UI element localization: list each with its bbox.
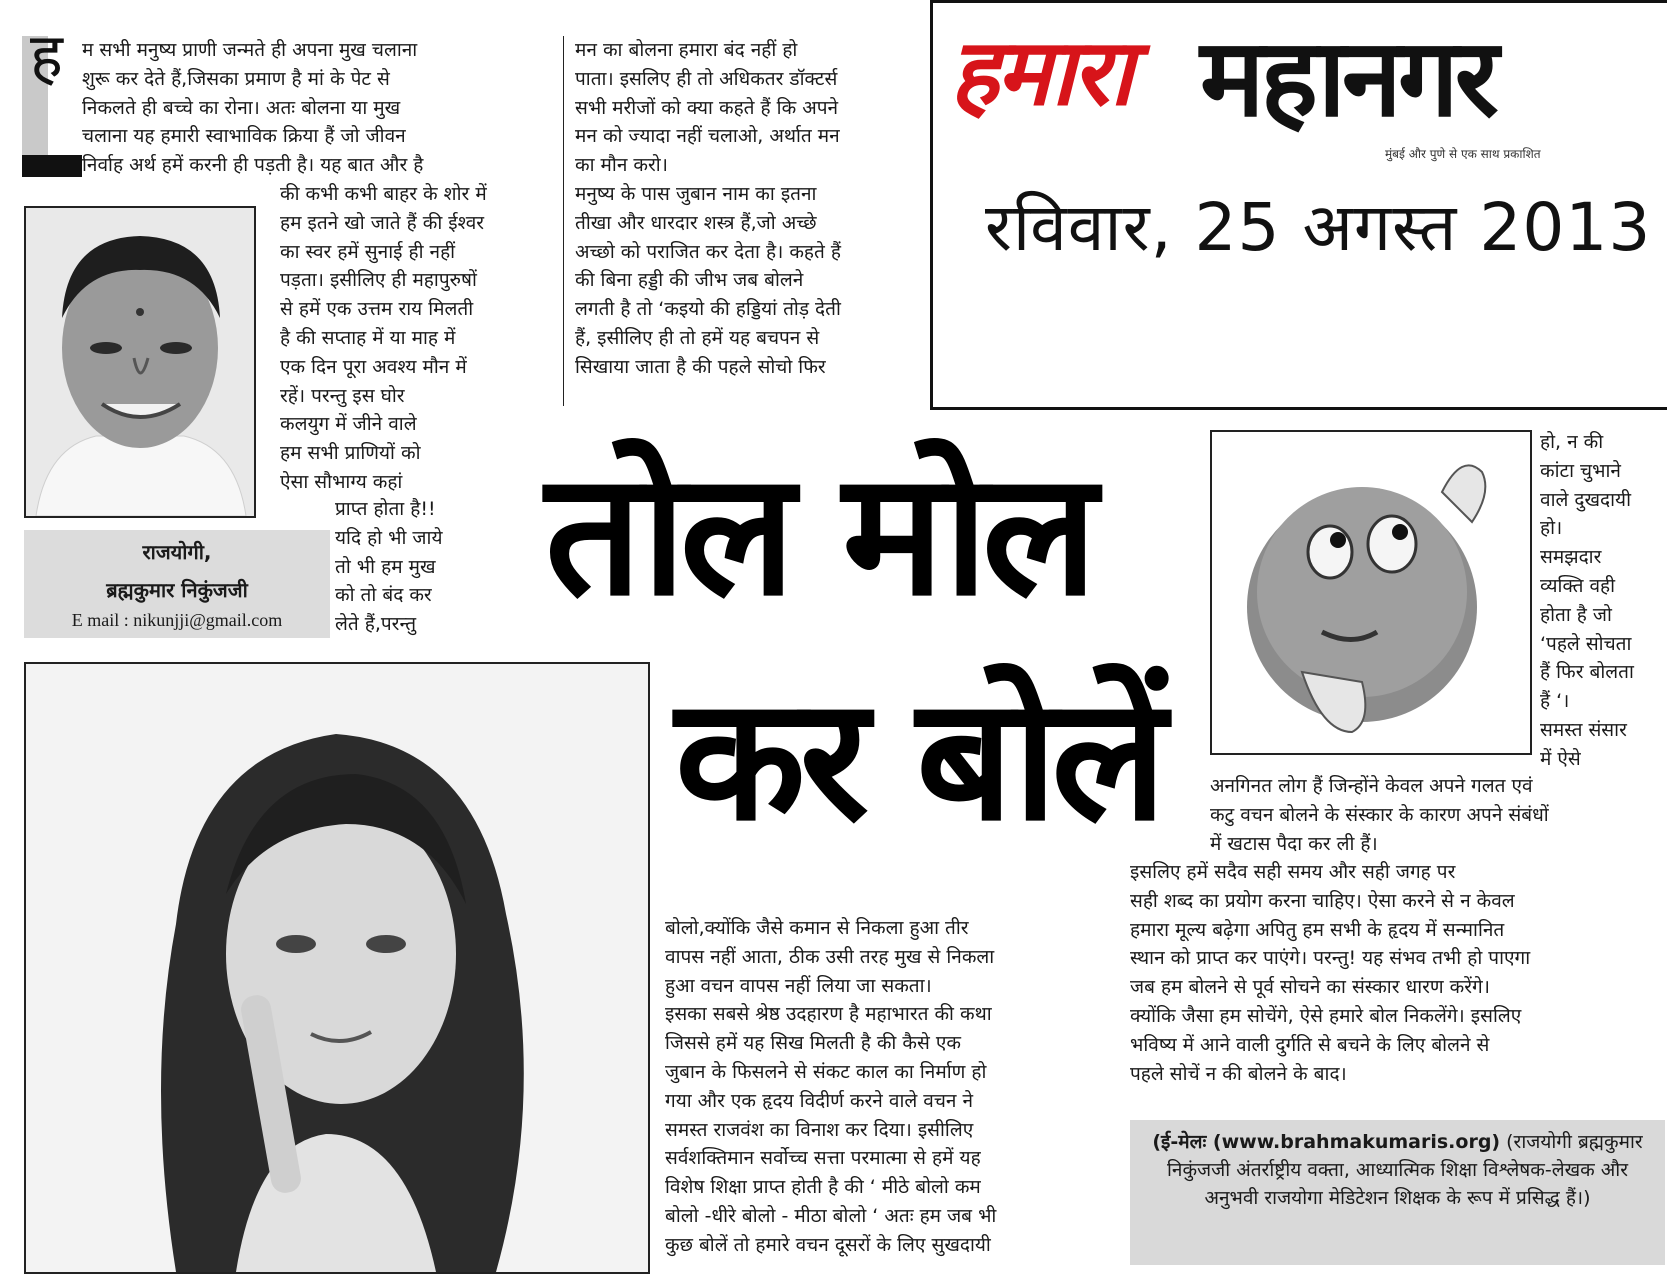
contact-footer-email: (ई-मेलः (www.brahmakumaris.org) xyxy=(1152,1131,1501,1153)
masthead-tagline: मुंबई और पुणे से एक साथ प्रकाशित xyxy=(1385,147,1541,161)
right-lower-text-1: अनगिनत लोग हैं जिन्होंने केवल अपने गलत एवं कटु वचन बोलने के संस्कार के कारण अपने संबंधों में खटास पैदा कर ली हैं। xyxy=(1210,775,1549,855)
author-photo xyxy=(24,206,256,518)
headline-line-2: कर बोलें xyxy=(675,661,1161,859)
contact-footer-box xyxy=(1130,1120,1665,1265)
right-beside-text: हो, न की कांटा चुभाने वाले दुखदायी हो। समझदार व्यक्ति वही होता है जो ‘पहले सोचता हैं फिर बोलता हैं ‘। समस्त संसार में ऐसे xyxy=(1540,431,1634,770)
masthead-logo-red: हमारा xyxy=(950,19,1131,126)
drop-cap-black-bar xyxy=(22,155,82,177)
author-title: राजयोगी, xyxy=(142,540,212,564)
author-name: ब्रह्मकुमार निकुंजजी xyxy=(106,578,248,602)
thinking-smiley-image xyxy=(1212,432,1530,753)
col1-middle-text: की कभी कभी बाहर के शोर में हम इतने खो जाते हैं की ईश्वर का स्वर हमें सुनाई ही नहीं पड़ता। इसीलिए ही महापुरुषों से हमें एक उत्तम राय मिलती है की सप्ताह में या माह में एक दिन पूरा अवश्य मौन में रहें। परन्तु इस घोर कलयुग में जीने वाले हम सभी प्राणियों को ऐसा सौभाग्य कहां xyxy=(280,183,487,493)
author-email: E mail : nikunjji@gmail.com xyxy=(71,610,283,630)
author-portrait-image xyxy=(26,208,254,516)
issue-date: रविवार, 25 अगस्त 2013 xyxy=(985,189,1652,266)
thinking-smiley-photo xyxy=(1210,430,1532,755)
masthead-logo-black: महानगर xyxy=(1200,16,1495,141)
column-divider xyxy=(563,36,564,406)
girl-thinking-image xyxy=(26,664,648,1272)
col2-text: मन का बोलना हमारा बंद नहीं हो पाता। इसलिए ही तो अधिकतर डॉक्टर्स सभी मरीजों को क्या कहते हैं कि अपने मन को ज्यादा नहीं चलाओ, अर्थात मन का मौन करो। मनुष्य के पास जुबान नाम का इतना तीखा और धारदार शस्त्र हैं,जो अच्छे अच्छो को पराजित कर देता है। कहते हैं की बिना हड्डी की जीभ जब बोलने लगती है तो ‘कइयो की हड्डियां तोड़ देती हैं, इसीलिए ही तो हमें यह बचपन से सिखाया जाता है की पहले सोचो फिर xyxy=(575,39,841,378)
col1-end-text: प्राप्त होता है!! यदि हो भी जाये तो भी हम मुख को तो बंद कर लेते हैं,परन्तु xyxy=(335,498,443,636)
contact-footer-description: (राजयोगी ब्रह्मकुमार निकुंजजी अंतर्राष्ट्रीय वक्ता, आध्यात्मिक शिक्षा विश्लेषक-लेखक और अनुभवी राजयोगा मेडिटेशन शिक्षक के रूप में प्रसिद्ध हैं।) xyxy=(1167,1131,1643,1209)
bottom-center-text: बोलो,क्योंकि जैसे कमान से निकला हुआ तीर वापस नहीं आता, ठीक उसी तरह मुख से निकला हुआ वचन वापस नहीं लिया जा सकता। इसका सबसे श्रेष्ठ उदहारण है महाभारत की कथा जिससे हमें यह सिख मिलती है की कैसे एक जुबान के फिसलने से संकट काल का निर्माण हो गया और एक हृदय विदीर्ण करने वाले वचन ने समस्त राजवंश का विनाश कर दिया। इसीलिए सर्वशक्तिमान सर्वोच्च सत्ता परमात्मा से हमें यह विशेष शिक्षा प्राप्त होती है की ‘ मीठे बोलो कम बोलो -धीरे बोलो - मीठा बोलो ‘ अतः हम जब भी कुछ बोलें तो हमारे वचन दूसरों के लिए सुखदायी xyxy=(665,917,997,1256)
right-lower-text-2: इसलिए हमें सदैव सही समय और सही जगह पर सही शब्द का प्रयोग करना चाहिए। ऐसा करने से न केवल हमारा मूल्य बढ़ेगा अपितु हम सभी के हृदय में सन्मानित स्थान को प्राप्त कर पाएंगे। परन्तु! यह संभव तभी हो पाएगा जब हम बोलने से पूर्व सोचने का संस्कार धारण करेंगे। क्योंकि जैसा हम सोचेंगे, ऐसे हमारे बोल निकलेंगे। इसलिए भविष्य में आने वाली दुर्गति से बचने के लिए बोलने से पहले सोचें न की बोलने के बाद। xyxy=(1130,861,1531,1085)
girl-thinking-photo xyxy=(24,662,650,1274)
headline-line-1: तोल मोल xyxy=(545,436,1092,634)
masthead-logo xyxy=(950,6,1650,156)
col1-intro-text: म सभी मनुष्य प्राणी जन्मते ही अपना मुख चलाना शुरू कर देते हैं,जिसका प्रमाण है मां के पेट से निकलते ही बच्चे का रोना। अतः बोलना या मुख चलाना यह हमारी स्वाभाविक क्रिया हैं जो जीवन निर्वाह अर्थ हमें करनी ही पड़ती है। यह बात और है xyxy=(82,39,424,177)
drop-cap: ह xyxy=(30,19,63,92)
